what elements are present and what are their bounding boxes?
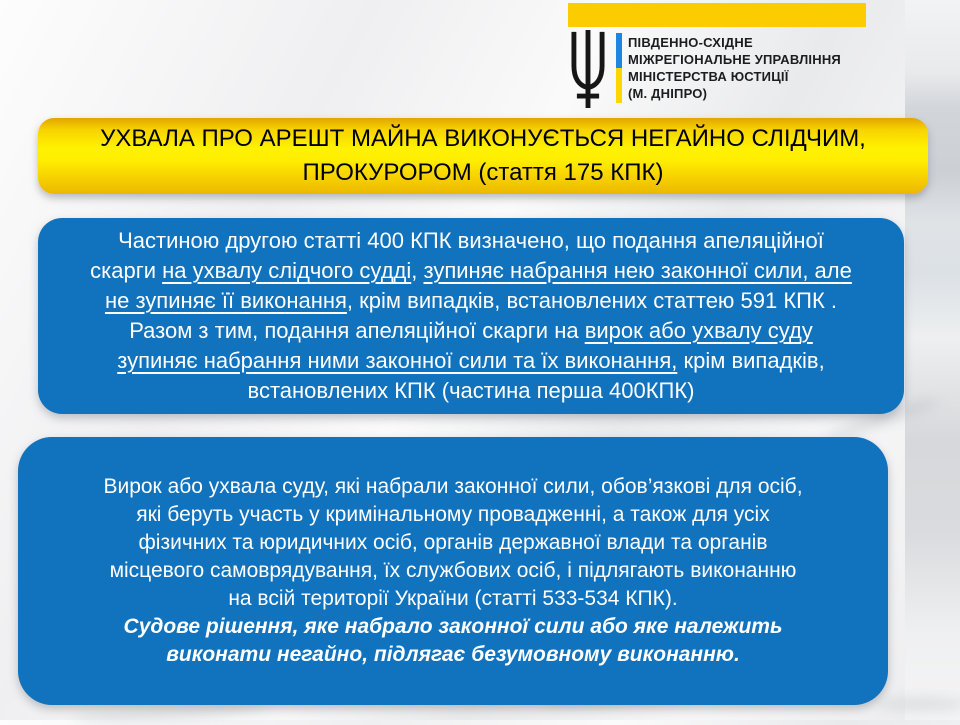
tryzub-icon	[568, 30, 608, 108]
ministry-name-line: МІНІСТЕРСТВА ЮСТИЦІЇ	[628, 69, 789, 84]
box2-line: на всій території України (статті 533-534 КПК).	[228, 587, 678, 610]
box1-line	[56, 226, 886, 256]
text-segment: скарги	[90, 258, 163, 283]
box2-line: Вирок або ухвала суду, які набрали законної сили, обов’язкові для осіб,	[103, 475, 803, 498]
box1-line	[56, 256, 886, 286]
background-streak	[876, 698, 960, 710]
text-segment: Частиною другою статті 400 КПК визначено, що подання апеляційної	[118, 228, 824, 253]
box1-line	[56, 316, 886, 346]
flag-bar-icon	[616, 33, 622, 103]
text-segment: ,	[411, 258, 424, 283]
text-segment: крім випадків,	[677, 348, 825, 373]
ministry-name-line: МІЖРЕГІОНАЛЬНЕ УПРАВЛІННЯ	[628, 52, 841, 67]
ministry-name-line: (М. ДНІПРО)	[628, 86, 708, 101]
ministry-name-line: ПІВДЕННО-СХІДНЕ	[628, 35, 753, 50]
ministry-name	[628, 28, 841, 112]
binding-force-box	[18, 437, 888, 705]
text-segment: встановлених КПК (частина перша 400КПК)	[247, 378, 695, 403]
text-segment-underlined: зупиняє набрання ними законної сили та їх виконання,	[117, 348, 678, 373]
text-segment: , крім випадків, встановлених статтею 591 КПК .	[346, 288, 838, 313]
slide-title-line-1: УХВАЛА ПРО АРЕШТ МАЙНА ВИКОНУЄТЬСЯ НЕГАЙНО СЛІДЧИМ,	[100, 125, 866, 152]
text-segment: Разом з тим, подання апеляційної скарги на	[129, 318, 585, 343]
box2-line: місцевого самоврядування, їх службових осіб, і підлягають виконанню	[109, 559, 797, 582]
title-banner	[38, 118, 928, 194]
top-yellow-bar	[568, 3, 866, 27]
box2-line: фізичних та юридичних осіб, органів державної влади та органів	[138, 531, 768, 554]
box2-line-emphasis: Судове рішення, яке набрало законної сили або яке належить	[123, 615, 783, 638]
appeal-suspension-box	[38, 218, 904, 414]
box1-line	[56, 376, 886, 406]
text-segment-underlined: на ухвалу слідчого судді	[162, 258, 412, 283]
ministry-logo	[568, 28, 878, 112]
box2-line-emphasis: виконати негайно, підлягає безумовному виконанню.	[166, 643, 740, 666]
box2-line: які беруть участь у кримінальному провадженні, а також для усіх	[136, 503, 770, 526]
text-segment-underlined: зупиняє набрання нею законної сили, але	[423, 258, 852, 283]
text-segment-underlined: не зупиняє її виконання	[104, 288, 347, 313]
box1-line	[56, 346, 886, 376]
text-segment-underlined: вирок або ухвалу суду	[584, 318, 813, 343]
box1-line	[56, 286, 886, 316]
background-photo-strip	[905, 0, 960, 720]
slide-title-line-2: ПРОКУРОРОМ (стаття 175 КПК)	[302, 159, 664, 186]
